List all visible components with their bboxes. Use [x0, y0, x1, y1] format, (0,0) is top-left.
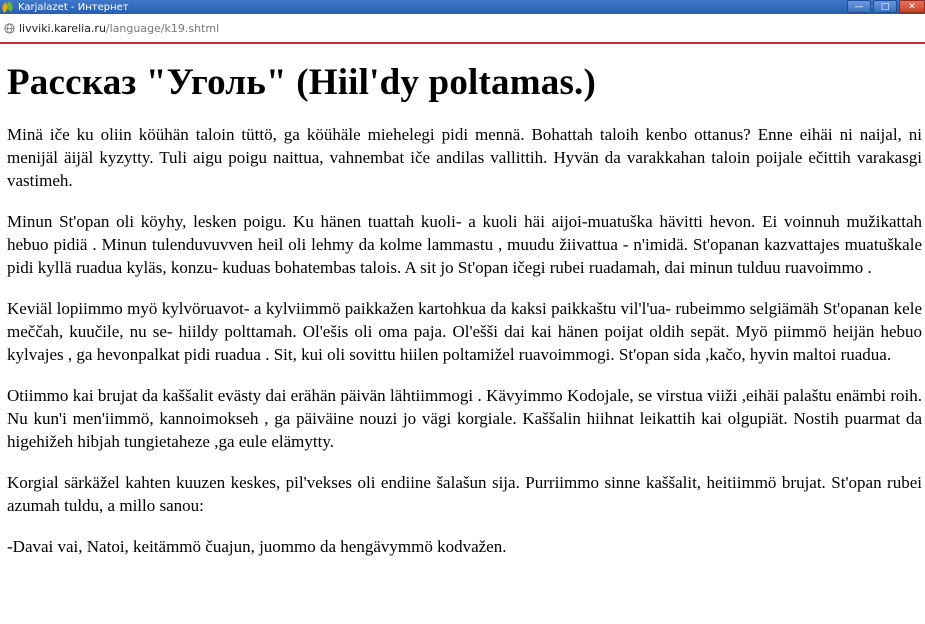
window-titlebar — [0, 0, 925, 14]
close-button[interactable]: ✕ — [899, 0, 925, 13]
paragraph: Korgial särkäžel kahten kuuzen keskes, pil'vekses oli endiine šalašun sija. Purriimmo sinne kaššalit, heitiimmö brujat. St'opan rubei azumah tuldu, a millo sanou: — [7, 473, 922, 515]
paragraph: Otiimmo kai brujat da kaššalit evästy dai erähän päivän lähtiimmogi . Kävyimmo Kodojale, se virstua viiži ,eihäi palaštu enämbi roih. Nu kun'i men'iimmö, kannoimokseh , ga päiväine nouzi jo vägi korgiale. Kaššalin hiihnat leikattih kai olgupiät. Nostih puarmat da higehižeh hibjah tungietaheze ,ga eule elämytty. — [7, 386, 922, 451]
url-domain: livviki.karelia.ru — [19, 21, 106, 35]
paragraph: Minä iče ku oliin köühän taloin tüttö, ga köühäle miehelegi pidi mennä. Bohattah taloih kenbo ottanus? Enne eihäi ni naijal, ni menijäl äijäl kyzytty. Tuli aigu poigu naittua, vahnembat iče andilas vallittih. Hyvän da varakkahan taloin poijale ečittih varakasgi vastimeh. — [7, 125, 922, 190]
paragraph: -Davai vai, Natoi, keitämmö čuajun, juommo da hengävymmö kodvažen. — [7, 537, 507, 556]
paragraph: Keviäl lopiimmo myö kylvöruavot- a kylviimmö paikkažen kartohkua da kaksi paikkaštu vil'l'ua- rubeimmo selgiämäh St'opanan kele meččah, kuučile, nu se- hiildy polttamah. Ol'ešis oli oma paja. Ol'ešši dai kai hänen poijat oldih sepät. Myö piimmö heijän hebuo kylvajes , ga hevonpalkat pidi ruadua . Sit, kui oli sovittu hiilen poltamižel ruavoimmogi. St'opan sida ,kačo, hyvin maltoi ruadua. — [7, 299, 922, 364]
maximize-button[interactable]: □ — [873, 0, 897, 13]
paragraph: Minun St'opan oli köyhy, lesken poigu. Ku hänen tuattah kuoli- a kuoli häi aijoi-muatuška hävitti hevon. Ei voinnuh mužikattah hebuo pidiä . Minun tulenduvuvven heil oli lehmy da kolme lammastu , muudu žiivattua - n'imidä. St'opanan kazvattajes muatuškale pidi kyllä ruadua kyläs, konzu- kuduas bohatembas talois. A sit jo St'opan ičegi rubei ruadamah, dai minun tulduu ruavoimmo . — [7, 212, 922, 277]
page-title: Рассказ "Уголь" (Hiil'dy poltamas.) — [7, 62, 597, 103]
minimize-button[interactable]: — — [847, 0, 871, 13]
globe-icon — [4, 23, 15, 34]
url-path: /language/k19.shtml — [105, 21, 220, 35]
page-content — [7, 44, 922, 558]
window-controls — [847, 0, 925, 14]
address-bar[interactable] — [0, 14, 925, 44]
karelia-logo-icon — [2, 1, 14, 13]
window-title: Karjalazet - Интернет — [18, 1, 129, 13]
